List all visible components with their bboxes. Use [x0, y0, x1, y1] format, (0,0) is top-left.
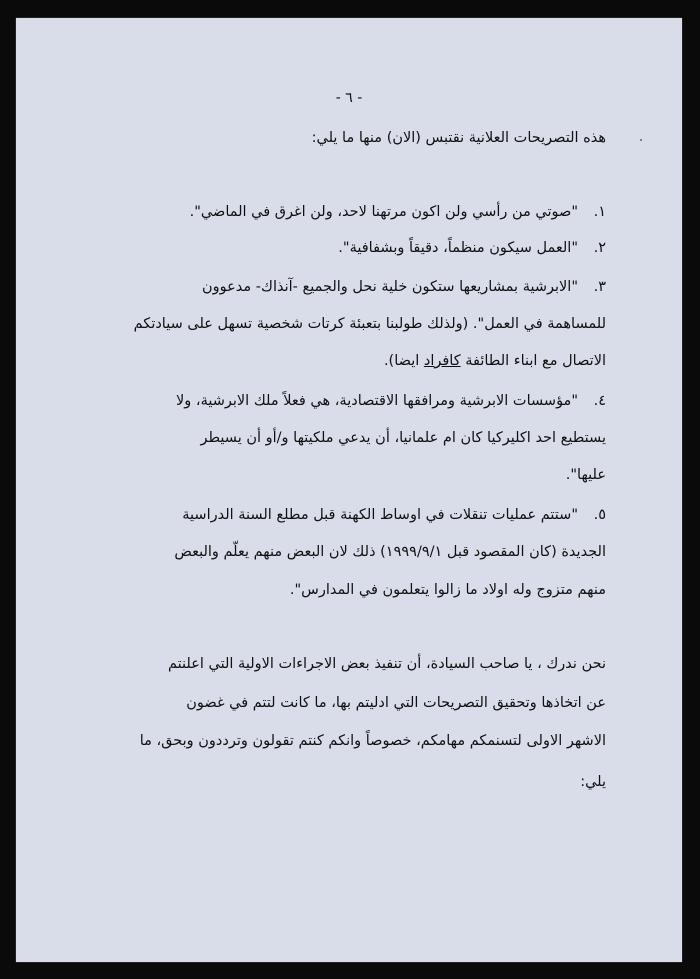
list-number: ٣.	[593, 279, 606, 295]
underlined-word: كافراد	[423, 353, 461, 369]
intro-text: هذه التصريحات العلانية نقتبس (الان) منها ما يلي:	[311, 130, 606, 146]
closing-line-2: عن اتخاذها وتحقيق التصريحات التي ادليتم بها، ما كانت لتتم في غضون	[186, 695, 606, 711]
closing-line-1: نحن ندرك ، يا صاحب السيادة، أن تنفيذ بعض الاجراءات الاولية التي اعلنتم	[168, 656, 606, 672]
list-item-text: "الابرشية بمشاريعها ستكون خلية نحل والجميع -آنذاك- مدعوون	[201, 279, 578, 295]
page-number: - ٦ -	[335, 90, 363, 106]
list-item-text: "مؤسسات الابرشية ومرافقها الاقتصادية، هي فعلاً ملك الابرشية، ولا	[176, 393, 578, 409]
list-item-3-line-2: للمساهمة في العمل". (ولذلك طولبنا بتعبئة كرتات شخصية تسهل على سيادتكم	[133, 316, 606, 332]
list-item-text: الاتصال مع ابناء الطائفة	[465, 353, 606, 369]
list-item-3-line-1	[122, 279, 606, 295]
list-number: ٢.	[593, 240, 606, 256]
list-item-2	[338, 240, 606, 256]
list-number: ٤.	[593, 393, 606, 409]
list-item-4-line-3: عليها".	[565, 467, 606, 483]
list-item-5-line-1	[122, 507, 606, 523]
list-item-text: "صوتي من رأسي ولن اكون مرتهنا لاحد، ولن اغرق في الماضي".	[189, 204, 578, 220]
page-content	[16, 18, 682, 962]
list-item-4-line-2: يستطيع احد اكليركيا كان ام علمانيا، أن يدعي ملكيتها و/أو أن يسيطر	[200, 430, 606, 446]
document-page	[16, 18, 682, 962]
list-item-3-line-3	[384, 353, 606, 369]
list-item-text: "العمل سيكون منظماً، دقيقاً وبشفافية".	[338, 240, 578, 256]
list-item-5-line-3: منهم متزوج وله اولاد ما زالوا يتعلمون في المدارس".	[289, 582, 606, 598]
closing-line-4: يلي:	[580, 774, 606, 790]
list-item-1	[190, 204, 606, 220]
closing-line-3: الاشهر الاولى لتسنمكم مهامكم، خصوصاً وانكم كنتم تقولون وترددون وبحق، ما	[139, 733, 606, 749]
scan-speck	[640, 139, 642, 141]
list-item-4-line-1	[122, 393, 606, 409]
list-number: ١.	[593, 204, 606, 220]
list-item-5-line-2: الجديدة (كان المقصود قبل ١٩٩٩/٩/١) ذلك لان البعض منهم يعلّم والبعض	[174, 544, 606, 560]
list-item-text: "ستتم عمليات تنقلات في اوساط الكهنة قبل مطلع السنة الدراسية	[182, 507, 578, 523]
list-item-text: ايضا).	[383, 353, 420, 369]
list-number: ٥.	[593, 507, 606, 523]
